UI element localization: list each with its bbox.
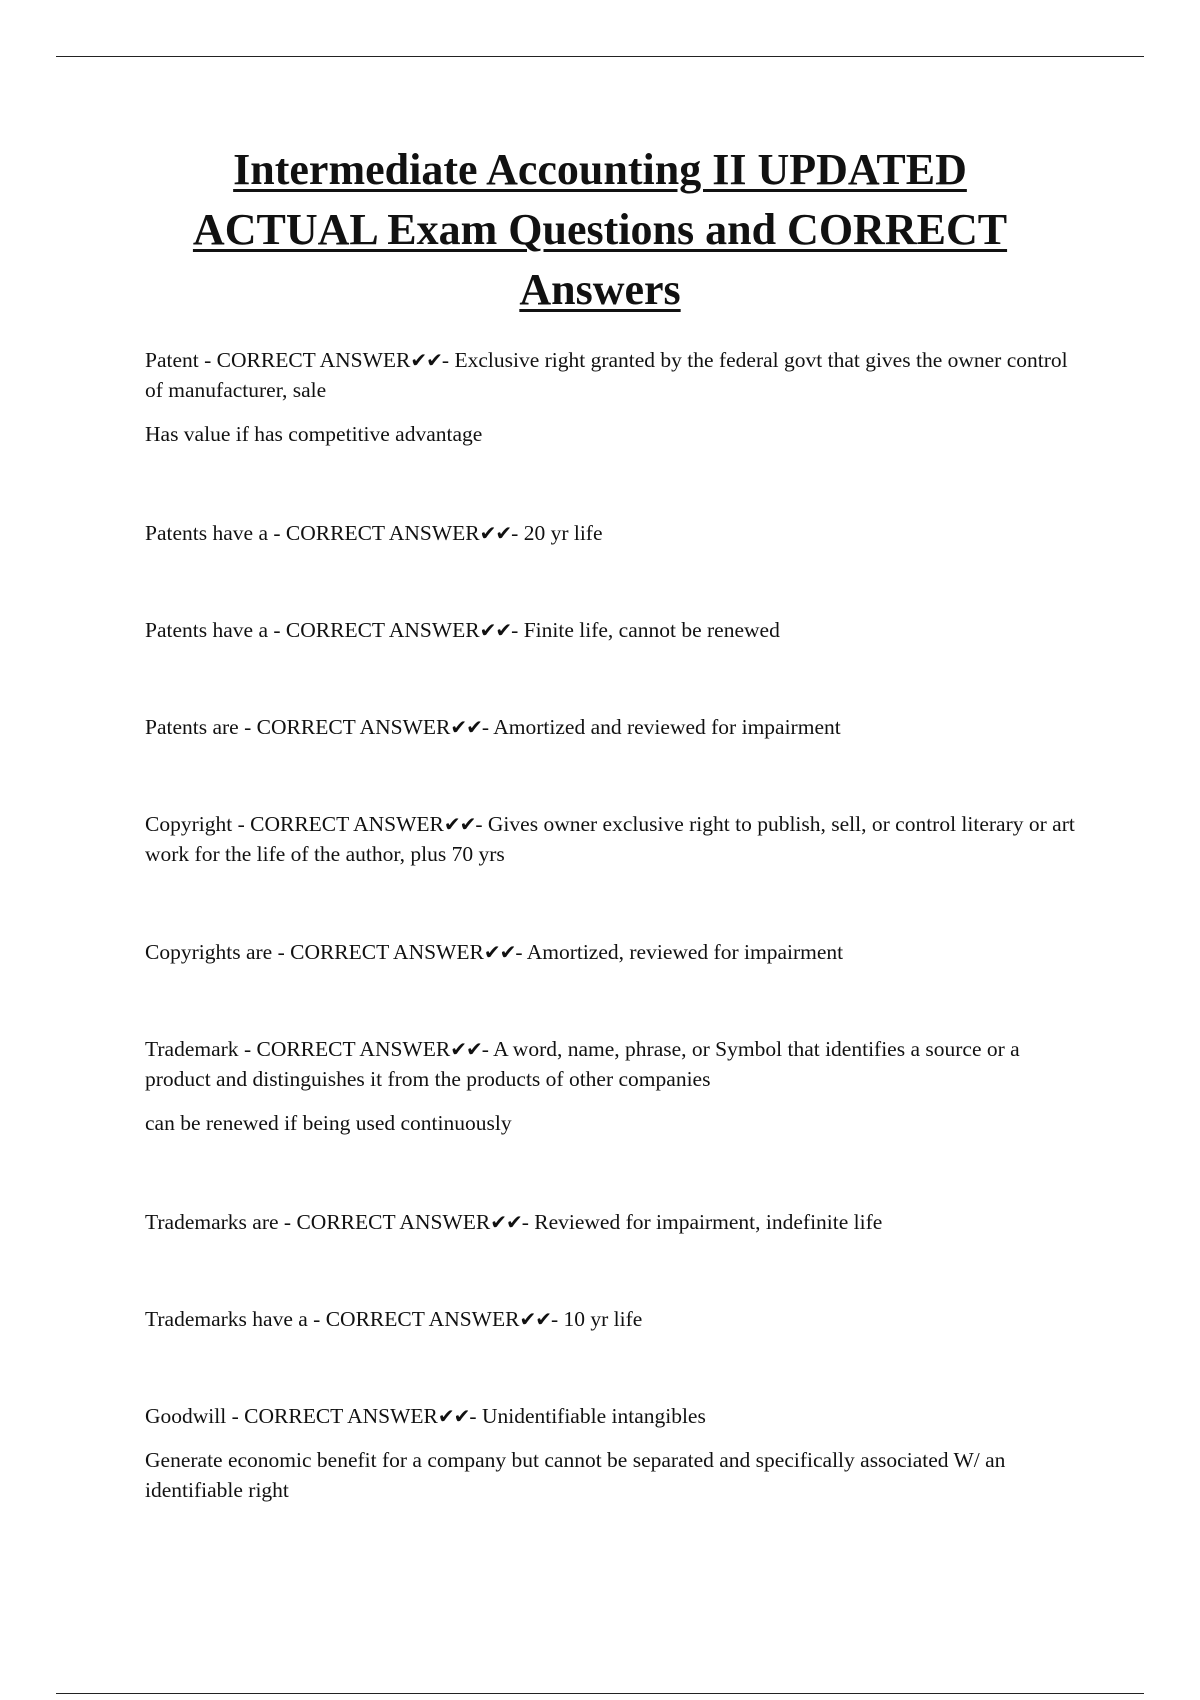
answer-marker: - CORRECT ANSWER xyxy=(226,1404,438,1428)
qa-term: Patents have a xyxy=(145,618,268,642)
title-line: Answers xyxy=(519,265,681,314)
qa-answer: 10 yr life xyxy=(563,1307,643,1331)
qa-question-line xyxy=(145,937,1075,967)
title-line: Intermediate Accounting II UPDATED xyxy=(233,145,967,194)
qa-question-line xyxy=(145,712,1075,742)
answer-marker: - CORRECT ANSWER xyxy=(278,1210,491,1234)
qa-entry-copyright xyxy=(145,809,1075,869)
qa-extra-line: can be renewed if being used continuously xyxy=(145,1111,512,1135)
double-check-icon: ✔✔ xyxy=(443,812,476,836)
answer-separator: - xyxy=(481,1037,494,1061)
title-line: ACTUAL Exam Questions and CORRECT xyxy=(192,205,1008,254)
qa-entry-patents-are xyxy=(145,712,1075,742)
qa-answer: A word, name, phrase, or Symbol that identifies a source or a product and distinguishes it from the products of other companies xyxy=(145,1037,1020,1091)
qa-entry-trademark xyxy=(145,1034,1075,1138)
double-check-icon: ✔✔ xyxy=(479,618,512,642)
double-check-icon: ✔✔ xyxy=(450,715,482,739)
qa-term: Patent xyxy=(145,348,199,372)
qa-question-line xyxy=(145,615,1075,645)
double-check-icon: ✔✔ xyxy=(519,1307,551,1331)
top-divider xyxy=(56,56,1144,57)
answer-separator: - xyxy=(475,812,488,836)
qa-entry-trademarks-are xyxy=(145,1207,1075,1237)
double-check-icon: ✔✔ xyxy=(450,1037,482,1061)
qa-entry-patents-life xyxy=(145,518,1075,548)
double-check-icon: ✔✔ xyxy=(490,1210,522,1234)
qa-term: Copyright xyxy=(145,812,233,836)
answer-separator: - xyxy=(515,940,527,964)
qa-entry-copyrights-are xyxy=(145,937,1075,967)
answer-marker: - CORRECT ANSWER xyxy=(198,348,411,372)
qa-question-line xyxy=(145,1401,1075,1431)
answer-separator: - xyxy=(511,521,524,545)
qa-entry-trademarks-life xyxy=(145,1304,1075,1334)
qa-question-line xyxy=(145,345,1075,405)
qa-term: Trademarks have a xyxy=(145,1307,308,1331)
qa-question-line xyxy=(145,1034,1075,1094)
qa-question-line xyxy=(145,1207,1075,1237)
qa-term: Patents are xyxy=(145,715,239,739)
qa-answer: Reviewed for impairment, indefinite life xyxy=(534,1210,883,1234)
qa-answer: Gives owner exclusive right to publish, sell, or control literary or art work for the life of the author, plus 70 yrs xyxy=(145,812,1075,866)
qa-extra-line: Has value if has competitive advantage xyxy=(145,422,483,446)
answer-marker: - CORRECT ANSWER xyxy=(238,1037,451,1061)
qa-term: Goodwill xyxy=(145,1404,227,1428)
bottom-divider xyxy=(56,1693,1144,1694)
qa-question-line xyxy=(145,1304,1075,1334)
document-title xyxy=(120,140,1080,320)
qa-extra-line: Generate economic benefit for a company but cannot be separated and specifically associated W/ an identifiable right xyxy=(145,1448,1006,1502)
answer-marker: - CORRECT ANSWER xyxy=(232,812,444,836)
answer-marker: - CORRECT ANSWER xyxy=(238,715,451,739)
answer-marker: - CORRECT ANSWER xyxy=(268,618,480,642)
qa-question-line xyxy=(145,518,1075,548)
double-check-icon: ✔✔ xyxy=(479,521,512,545)
answer-marker: - CORRECT ANSWER xyxy=(268,521,480,545)
answer-marker: - CORRECT ANSWER xyxy=(307,1307,520,1331)
qa-answer: 20 yr life xyxy=(523,521,603,545)
answer-separator: - xyxy=(481,715,494,739)
qa-term: Patents have a xyxy=(145,521,268,545)
qa-answer: Finite life, cannot be renewed xyxy=(523,618,780,642)
qa-entry-goodwill xyxy=(145,1401,1075,1505)
answer-separator: - xyxy=(521,1210,535,1234)
qa-answer: Amortized and reviewed for impairment xyxy=(493,715,841,739)
answer-separator: - xyxy=(441,348,455,372)
qa-entry-patents-finite xyxy=(145,615,1075,645)
answer-separator: - xyxy=(550,1307,564,1331)
answer-separator: - xyxy=(469,1404,482,1428)
qa-answer: Amortized, reviewed for impairment xyxy=(526,940,844,964)
qa-entry-patent xyxy=(145,345,1075,449)
answer-separator: - xyxy=(511,618,524,642)
answer-marker: - CORRECT ANSWER xyxy=(272,940,484,964)
qa-term: Trademarks are xyxy=(145,1210,279,1234)
qa-answer: Unidentifiable intangibles xyxy=(481,1404,706,1428)
double-check-icon: ✔✔ xyxy=(437,1404,470,1428)
qa-term: Trademark xyxy=(145,1037,239,1061)
qa-answer: Exclusive right granted by the federal govt that gives the owner control of manufacturer, sale xyxy=(145,348,1068,402)
double-check-icon: ✔✔ xyxy=(483,940,516,964)
qa-term: Copyrights are xyxy=(145,940,273,964)
double-check-icon: ✔✔ xyxy=(410,348,442,372)
qa-question-line xyxy=(145,809,1075,869)
